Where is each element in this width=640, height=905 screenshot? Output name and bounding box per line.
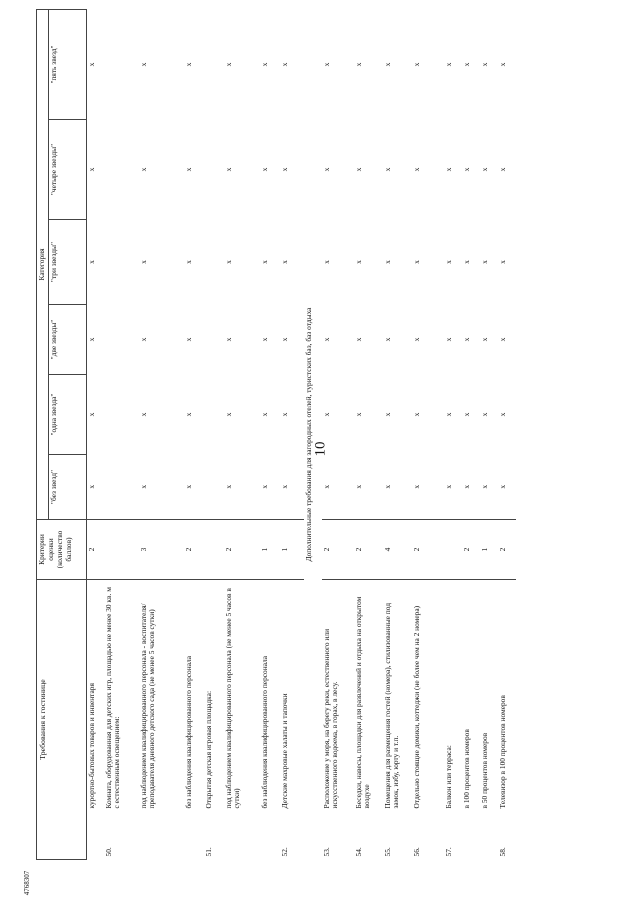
category-mark: x — [279, 337, 289, 342]
category-mark: x — [87, 412, 96, 417]
category-mark — [204, 120, 224, 220]
requirement-text: Телевизор в 100 процентов номеров — [497, 695, 507, 809]
header-category-5-stars: "пять звезд" — [49, 9, 87, 119]
category-mark: x — [223, 260, 233, 264]
category-mark: x — [87, 167, 96, 172]
category-mark: x — [183, 412, 193, 417]
category-mark: x — [461, 62, 471, 67]
category-mark: x — [259, 337, 269, 342]
category-mark: x — [224, 455, 260, 520]
category-mark: x — [354, 455, 383, 520]
header-category-2-stars: "две звезды" — [49, 305, 87, 375]
category-mark: x — [479, 167, 489, 172]
table-row — [498, 9, 516, 859]
header-category-0-stars: "без звезд" — [49, 455, 87, 520]
category-mark — [104, 455, 139, 520]
row-number: 54. — [353, 847, 363, 857]
category-mark: x — [479, 412, 489, 417]
section-heading: Дополнительные требования для загородных отелей, туристских баз, баз отдыха — [303, 307, 313, 562]
row-number: 55. — [382, 847, 392, 857]
category-mark — [204, 220, 224, 305]
table-row — [280, 9, 304, 859]
category-mark: x — [497, 260, 507, 264]
category-mark: x — [461, 167, 471, 172]
category-mark — [104, 9, 139, 119]
criteria-points: 2 — [462, 520, 480, 580]
category-mark: x — [87, 337, 96, 342]
category-mark: x — [183, 62, 193, 67]
header-category-4-stars: "четыре звезды" — [49, 120, 87, 220]
category-mark: x — [461, 337, 471, 342]
category-mark: x — [321, 62, 331, 67]
requirement-text: Открытая детская игровая площадка: — [203, 691, 213, 809]
row-number: 51. — [203, 847, 213, 857]
category-mark — [104, 305, 139, 375]
category-mark — [204, 455, 224, 520]
header-category-3-stars: "три звезды" — [49, 220, 87, 305]
table-header — [37, 9, 87, 859]
requirement-text: Помещения для размещения гостей (номера), стилизованные под замок, избу, юрту и т.п. — [382, 603, 401, 809]
criteria-points: 1 — [280, 520, 304, 580]
row-number — [87, 812, 104, 860]
category-mark: x — [443, 62, 453, 67]
row-number — [139, 812, 184, 860]
row-number: 53. — [321, 847, 331, 857]
category-mark: x — [87, 62, 96, 67]
category-mark: x — [498, 455, 516, 520]
category-mark: x — [321, 260, 331, 264]
header-criteria: Критерии оценки (количество баллов) — [37, 520, 87, 580]
category-mark: x — [321, 167, 331, 172]
category-mark: x — [382, 62, 392, 67]
table-row — [462, 9, 480, 859]
category-mark: x — [411, 167, 421, 172]
category-mark: x — [259, 167, 269, 172]
table-row — [184, 9, 204, 859]
table-row — [260, 9, 280, 859]
criteria-points — [204, 520, 224, 580]
criteria-points: 1 — [260, 520, 280, 580]
table-row — [87, 9, 104, 859]
criteria-points: 2 — [412, 520, 444, 580]
category-mark: x — [443, 337, 453, 342]
criteria-points: 2 — [322, 520, 354, 580]
category-mark: x — [260, 455, 280, 520]
header-category-1-star: "одна звезда" — [49, 375, 87, 455]
category-mark: x — [443, 412, 453, 417]
category-mark: x — [497, 412, 507, 417]
criteria-points — [444, 520, 462, 580]
table-row — [204, 9, 224, 859]
table-row — [224, 9, 260, 859]
category-mark: x — [322, 455, 354, 520]
category-mark: x — [321, 337, 331, 342]
criteria-points: 2 — [184, 520, 204, 580]
requirement-text: под наблюдением квалифицированного персонала - воспитателя/преподавателя дневного детского сада (не менее 5 часов сутки) — [138, 603, 157, 809]
category-mark: x — [411, 412, 421, 417]
table-row — [480, 9, 498, 859]
category-mark: x — [138, 167, 148, 172]
category-mark: x — [184, 455, 204, 520]
table-row — [354, 9, 383, 859]
row-number — [260, 812, 280, 860]
category-mark: x — [279, 412, 289, 417]
table-row — [104, 9, 139, 859]
requirement-text: Расположение у моря, на берегу реки, естественного или искусственного водоема, в горах, в лесу. — [321, 628, 340, 809]
category-mark: x — [461, 412, 471, 417]
category-mark: x — [353, 412, 363, 417]
category-mark: x — [353, 62, 363, 67]
category-mark: x — [411, 62, 421, 67]
header-category: Категория — [37, 9, 49, 519]
category-mark: x — [383, 455, 412, 520]
category-mark: x — [443, 260, 453, 264]
category-mark: x — [183, 260, 193, 264]
requirement-text: в 50 процентов номеров — [479, 732, 489, 809]
criteria-points: 2 — [224, 520, 260, 580]
category-mark: x — [480, 455, 498, 520]
category-mark: x — [444, 455, 462, 520]
category-mark: x — [139, 455, 184, 520]
category-mark: x — [497, 337, 507, 342]
requirement-text: без наблюдения квалифицированного персонала — [183, 655, 193, 809]
category-mark: x — [279, 167, 289, 172]
requirement-text: Балкон или терраса: — [443, 745, 453, 809]
category-mark: x — [353, 337, 363, 342]
page-number-text: 10 — [312, 441, 328, 457]
category-mark: x — [223, 412, 233, 417]
category-mark: x — [497, 62, 507, 67]
table-body — [87, 9, 516, 859]
category-mark: x — [443, 167, 453, 172]
row-number — [224, 812, 260, 860]
requirement-text: Комната, оборудованная для детских игр, площадью не менее 30 кв. м с естественным освещением: — [103, 587, 122, 809]
row-number: 52. — [279, 847, 289, 857]
category-mark: x — [462, 455, 480, 520]
row-number: 56. — [411, 847, 421, 857]
category-mark — [204, 305, 224, 375]
category-mark: x — [138, 62, 148, 67]
category-mark — [204, 375, 224, 455]
category-mark: x — [87, 260, 96, 264]
criteria-table — [36, 0, 555, 860]
category-mark: x — [183, 167, 193, 172]
requirement-text: под наблюдением квалифицированного персонала (не менее 5 часов в сутки) — [223, 588, 242, 809]
document-id — [20, 863, 34, 903]
criteria-points: 3 — [139, 520, 184, 580]
category-mark: x — [479, 260, 489, 264]
category-mark: x — [223, 167, 233, 172]
category-mark: x — [223, 337, 233, 342]
row-number: 57. — [443, 847, 453, 857]
category-mark: x — [138, 412, 148, 417]
category-mark: x — [461, 260, 471, 264]
row-number: 58. — [497, 847, 507, 857]
row-number — [480, 812, 498, 860]
category-mark: x — [279, 62, 289, 67]
criteria-points — [104, 520, 139, 580]
category-mark: x — [412, 455, 444, 520]
criteria-points: 2 — [87, 520, 104, 580]
requirement-text: курортно-бытовых товаров и инвентаря — [87, 683, 96, 809]
header-requirements: Требования к гостинице — [37, 580, 87, 860]
category-mark: x — [353, 167, 363, 172]
table-row — [383, 9, 412, 859]
requirement-text: без наблюдения квалифицированного персонала — [259, 655, 269, 809]
table-row — [322, 9, 354, 859]
criteria-points: 2 — [354, 520, 383, 580]
category-mark: x — [382, 260, 392, 264]
document-id-text: 4768307 — [23, 870, 31, 896]
table-row — [139, 9, 184, 859]
criteria-points: 1 — [480, 520, 498, 580]
criteria-points: 2 — [498, 520, 516, 580]
category-mark: x — [411, 337, 421, 342]
requirement-text: Отдельно стоящие домики, коттеджи (не более чем на 2 номера) — [411, 605, 421, 809]
requirement-text: Детские махровые халаты и тапочки — [279, 693, 289, 809]
category-mark: x — [279, 260, 289, 264]
category-mark: x — [138, 260, 148, 264]
requirement-text: Беседки, навесы, площадки для развлечений и отдыха на открытом воздухе — [353, 596, 372, 809]
category-mark: x — [259, 62, 269, 67]
category-mark: x — [382, 412, 392, 417]
criteria-points: 4 — [383, 520, 412, 580]
requirement-text: в 100 процентов номеров — [461, 729, 471, 809]
category-mark: x — [479, 337, 489, 342]
category-mark: x — [183, 337, 193, 342]
category-mark — [204, 9, 224, 119]
category-mark: x — [353, 260, 363, 264]
category-mark: x — [223, 62, 233, 67]
category-mark: x — [259, 260, 269, 264]
row-number — [184, 812, 204, 860]
section-row — [304, 9, 322, 859]
category-mark — [104, 120, 139, 220]
category-mark — [104, 220, 139, 305]
category-mark: x — [87, 455, 104, 520]
category-mark: x — [382, 337, 392, 342]
category-mark: x — [321, 412, 331, 417]
category-mark: x — [259, 412, 269, 417]
table-row — [444, 9, 462, 859]
category-mark: x — [497, 167, 507, 172]
category-mark: x — [138, 337, 148, 342]
criteria-grid — [36, 9, 516, 860]
category-mark: x — [382, 167, 392, 172]
table-row — [412, 9, 444, 859]
row-number: 50. — [103, 847, 113, 857]
category-mark: x — [479, 62, 489, 67]
category-mark — [104, 375, 139, 455]
row-number — [462, 812, 480, 860]
category-mark: x — [280, 455, 304, 520]
category-mark: x — [411, 260, 421, 264]
